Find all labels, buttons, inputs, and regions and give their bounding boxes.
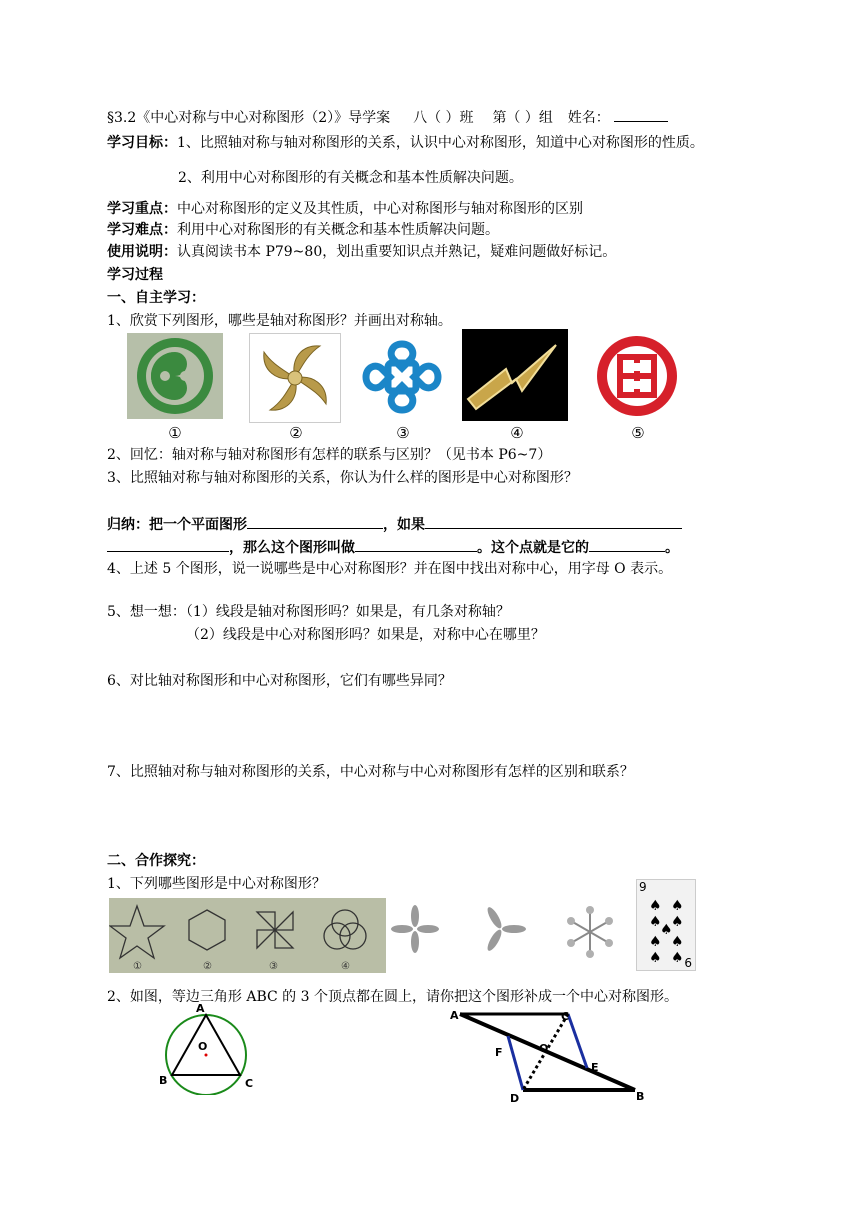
fig1-label-a: A [196,1002,205,1015]
objectives-line-1 [107,134,704,152]
summary-blank-2[interactable] [425,514,682,529]
bank-logo-image [593,333,681,419]
usage-label: 使用说明： [107,244,177,260]
fig2-label-e: E [591,1061,599,1074]
summary-part-c: ，那么这个图形叫做 [229,540,355,556]
svg-text:♠: ♠ [649,950,662,966]
group-field: 第（ ）组 [492,110,553,126]
china-unicom-logo-image [358,334,446,420]
card-bottom-value: 6 [684,956,692,970]
svg-text:♠: ♠ [671,950,684,966]
summary-part-e: 。 [665,540,679,556]
summary-line-1 [107,514,682,534]
unicom-knot-icon [358,334,446,420]
objective-2: 2、利用中心对称图形的有关概念和基本性质解决问题。 [178,170,523,186]
section2-q1: 1、下列哪些图形是中心对称图形？ [107,876,326,892]
caption-4: ④ [510,424,524,442]
double-comma-emblem-image [127,333,223,419]
difficulties-text: 利用中心对称图形的有关概念和基本性质解决问题。 [177,222,499,238]
four-petal-icon [390,904,440,954]
doc-title: §3.2《中心对称与中心对称图形（2）》导学案 [107,110,391,126]
fig2-label-f: F [495,1046,503,1059]
card-top-value: 9 [639,880,647,894]
summary-part-d: 。这个点就是它的 [477,540,589,556]
lightning-bolt-icon [462,329,568,421]
class-field: 八（ ）班 [413,110,474,126]
summary-blank-1[interactable] [247,514,383,529]
caption-5: ⑤ [631,424,645,442]
playing-card-image [636,879,696,971]
svg-text:♠: ♠ [671,914,684,930]
summary-part-b: ，如果 [383,517,425,533]
summary-part-a: 归纳：把一个平面图形 [107,517,247,533]
section2-q2: 2、如图，等边三角形 ABC 的 3 个顶点都在圆上，请你把这个图形补成一个中心对称图形。 [107,989,678,1005]
fig2-label-o: O [539,1042,549,1055]
objectives-label: 学习目标： [107,135,177,151]
propeller-image [249,333,341,423]
process-title: 学习过程 [107,267,163,283]
lightning-logo-image [462,329,568,421]
summary-blank-4[interactable] [355,537,477,552]
key-points-text: 中心对称图形的定义及其性质，中心对称图形与轴对称图形的区别 [177,201,583,217]
strip-caption-1: ① [133,961,142,972]
shapes-strip-icons [109,898,386,973]
objectives-line-2 [178,169,523,187]
section1-q5: 5、想一想：（1）线段是轴对称图形吗？如果是，有几条对称轴？ [107,604,510,620]
fig2-label-b: B [636,1090,645,1102]
strip-caption-4: ④ [341,961,350,972]
svg-text:♠: ♠ [671,934,684,950]
summary-blank-3[interactable] [107,537,229,552]
strip-caption-2: ② [203,961,212,972]
caption-2: ② [289,424,303,442]
section1-q2: 2、回忆：轴对称与轴对称图形有怎样的联系与区别？（见书本 P6~7） [107,447,552,463]
svg-text:♠: ♠ [660,922,673,938]
section2-title: 二、合作探究： [107,853,205,869]
snowflake-icon [562,904,618,960]
fig2-label-d: D [510,1092,520,1102]
center-point-o [205,1054,208,1057]
three-blade-icon [476,904,526,954]
summary-line-2 [107,537,679,557]
section1-title: 一、自主学习： [107,290,205,306]
section1-q5b: （2）线段是中心对称图形吗？如果是，对称中心在哪里？ [186,627,545,643]
bank-emblem-icon [593,333,681,419]
double-comma-emblem-icon [127,333,223,419]
svg-text:♠: ♠ [649,934,662,950]
fig1-label-o: O [198,1040,208,1053]
fig2-label-c: C [561,1010,570,1023]
summary-blank-5[interactable] [589,537,665,552]
key-points-line [107,200,583,218]
name-blank[interactable] [614,107,668,122]
parallelogram-diagram [450,1006,650,1102]
fig1-label-b: B [159,1074,168,1087]
svg-text:♠: ♠ [671,898,684,914]
fig2-label-a: A [450,1009,459,1022]
header-line [107,107,668,127]
section1-q1: 1、欣赏下列图形，哪些是轴对称图形？并画出对称轴。 [107,313,452,329]
fig1-label-c: C [245,1077,254,1090]
section1-q4: 4、上述 5 个图形，说一说哪些是中心对称图形？并在图中找出对称中心，用字母 O 表示。 [107,561,673,577]
triangle-in-circle-diagram [150,1000,270,1095]
name-label: 姓名： [567,110,610,126]
section1-q6: 6、对比轴对称图形和中心对称图形，它们有哪些异同？ [107,673,452,689]
difficulties-line [107,221,499,239]
svg-text:♠: ♠ [649,898,662,914]
section1-q7: 7、比照轴对称与轴对称图形的关系，中心对称与中心对称图形有怎样的区别和联系？ [107,764,634,780]
propeller-icon [250,334,340,422]
key-points-label: 学习重点： [107,201,177,217]
caption-3: ③ [396,424,410,442]
svg-text:♠: ♠ [649,914,662,930]
difficulties-label: 学习难点： [107,222,177,238]
section1-q3: 3、比照轴对称与轴对称图形的关系，你认为什么样的图形是中心对称图形？ [107,470,578,486]
usage-line [107,243,616,261]
strip-caption-3: ③ [269,961,278,972]
objective-1: 1、比照轴对称与轴对称图形的关系，认识中心对称图形，知道中心对称图形的性质。 [177,135,704,151]
shapes-strip-image [109,898,386,973]
caption-1: ① [168,424,182,442]
usage-text: 认真阅读书本 P79~80，划出重要知识点并熟记，疑难问题做好标记。 [177,244,617,260]
